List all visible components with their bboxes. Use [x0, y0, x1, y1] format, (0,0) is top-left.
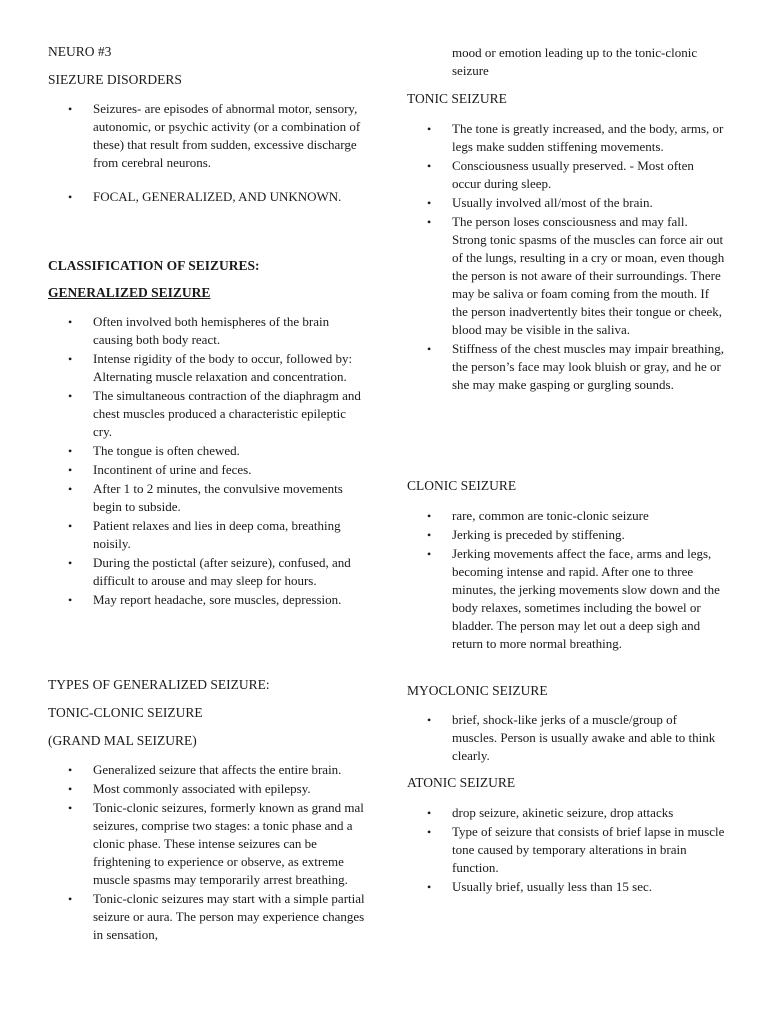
- list-item: • Incontinent of urine and feces.: [68, 462, 252, 477]
- bullet-icon: •: [427, 509, 432, 523]
- list-item: • brief, shock-like jerks of a muscle/group of muscles. Person is usually awake and able to think clearly.: [427, 712, 716, 763]
- bullet-icon: •: [68, 593, 73, 607]
- bullet-icon: •: [427, 122, 432, 136]
- bullet-icon: •: [68, 190, 73, 204]
- bullet-icon: •: [68, 556, 73, 570]
- bullet-icon: •: [68, 315, 73, 329]
- bullet-icon: •: [68, 444, 73, 458]
- continued-text: mood or emotion leading up to the tonic-clonic seizure: [452, 45, 698, 78]
- list-item: • Most commonly associated with epilepsy.: [68, 781, 311, 796]
- list-item: • Often involved both hemispheres of the brain causing both body react.: [68, 314, 330, 347]
- list-item: • Tonic-clonic seizures may start with a simple partial seizure or aura. The person may experience changes in sensation,: [68, 891, 365, 942]
- bullet-icon: •: [68, 782, 73, 796]
- tonic-clonic-list: [48, 761, 366, 945]
- bullet-icon: •: [68, 519, 73, 533]
- atonic-seizure-list: [407, 804, 725, 897]
- list-item: • Intense rigidity of the body to occur, followed by: Alternating muscle relaxation and concentration.: [68, 351, 353, 384]
- list-item: • The tongue is often chewed.: [68, 443, 240, 458]
- bullet-icon: •: [427, 880, 432, 894]
- list-item: • Usually brief, usually less than 15 sec.: [427, 879, 653, 894]
- list-item: • During the postictal (after seizure), confused, and difficult to arouse and may sleep for hours.: [68, 555, 351, 588]
- list-item: • rare, common are tonic-clonic seizure: [427, 508, 649, 523]
- list-item: • Type of seizure that consists of brief lapse in muscle tone caused by temporary alterations in brain function.: [427, 824, 725, 875]
- list-item: • The person loses consciousness and may fall. Strong tonic spasms of the muscles can force air out of the lungs, resulting in a cry or moan, even though the person is not aware of their surroundings. There may be saliva or foam coming from the mouth. If the person inadvertently bites their tongue or cheek, blood may be visible in the saliva.: [427, 214, 725, 337]
- bullet-icon: •: [427, 528, 432, 542]
- bullet-icon: •: [68, 389, 73, 403]
- list-item: • Patient relaxes and lies in deep coma, breathing noisily.: [68, 518, 341, 551]
- grand-mal-title: (GRAND MAL SEIZURE): [48, 733, 197, 748]
- generalized-seizure-list: [48, 313, 366, 610]
- list-item: • The simultaneous contraction of the diaphragm and chest muscles produced a characteristic epileptic cry.: [68, 388, 361, 439]
- bullet-icon: •: [68, 463, 73, 477]
- bullet-icon: •: [68, 801, 73, 815]
- bullet-icon: •: [427, 159, 432, 173]
- intro-list: [48, 100, 366, 207]
- myoclonic-seizure-list: [407, 711, 725, 766]
- bullet-icon: •: [427, 806, 432, 820]
- document-title: NEURO #3: [48, 44, 112, 59]
- generalized-seizure-title: GENERALIZED SEIZURE: [48, 285, 211, 300]
- tonic-clonic-title: TONIC-CLONIC SEIZURE: [48, 705, 203, 720]
- atonic-seizure-title: ATONIC SEIZURE: [407, 775, 516, 790]
- bullet-icon: •: [427, 547, 432, 561]
- bullet-icon: •: [427, 825, 432, 839]
- tonic-seizure-list: [407, 120, 725, 395]
- bullet-icon: •: [68, 352, 73, 366]
- bullet-icon: •: [68, 102, 73, 116]
- list-item: • Consciousness usually preserved. - Most often occur during sleep.: [427, 158, 694, 191]
- clonic-seizure-list: [407, 507, 725, 654]
- types-title: TYPES OF GENERALIZED SEIZURE:: [48, 677, 270, 692]
- classification-title: CLASSIFICATION OF SEIZURES:: [48, 258, 260, 273]
- bullet-icon: •: [68, 892, 73, 906]
- list-item: • FOCAL, GENERALIZED, AND UNKNOWN.: [68, 189, 342, 204]
- list-item: • Jerking is preceded by stiffening.: [427, 527, 625, 542]
- list-item: • Seizures- are episodes of abnormal motor, sensory, autonomic, or psychic activity (or a combination of these) that result from sudden, excessive discharge from cerebral neurons.: [68, 101, 361, 170]
- list-item: • drop seizure, akinetic seizure, drop attacks: [427, 805, 674, 820]
- myoclonic-seizure-title: MYOCLONIC SEIZURE: [407, 683, 548, 698]
- bullet-icon: •: [68, 763, 73, 777]
- list-item: • Tonic-clonic seizures, formerly known as grand mal seizures, comprise two stages: a tonic phase and a clonic phase. These intense seizures can be frightening to experience or observe, as extreme muscle spasms may temporarily arrest breathing.: [68, 800, 364, 887]
- list-item: • The tone is greatly increased, and the body, arms, or legs make sudden stiffening movements.: [427, 121, 724, 154]
- bullet-icon: •: [68, 482, 73, 496]
- clonic-seizure-title: CLONIC SEIZURE: [407, 478, 517, 493]
- bullet-icon: •: [427, 196, 432, 210]
- list-item: • May report headache, sore muscles, depression.: [68, 592, 342, 607]
- list-item: • Stiffness of the chest muscles may impair breathing, the person’s face may look bluish or gray, and he or she may make gasping or gurgling sounds.: [427, 341, 724, 392]
- list-item: • Generalized seizure that affects the entire brain.: [68, 762, 342, 777]
- list-item: • After 1 to 2 minutes, the convulsive movements begin to subside.: [68, 481, 343, 514]
- list-item: • Jerking movements affect the face, arms and legs, becoming intense and rapid. After one to three minutes, the jerking movements slow down and the body relaxes, sometimes including the bowel or bladder. The person may let out a deep sigh and return to more normal breathing.: [427, 546, 720, 651]
- bullet-icon: •: [427, 713, 432, 727]
- bullet-icon: •: [427, 215, 432, 229]
- tonic-seizure-title: TONIC SEIZURE: [407, 91, 507, 106]
- bullet-icon: •: [427, 342, 432, 356]
- section-title-seizure-disorders: SIEZURE DISORDERS: [48, 72, 182, 87]
- list-item: • Usually involved all/most of the brain.: [427, 195, 653, 210]
